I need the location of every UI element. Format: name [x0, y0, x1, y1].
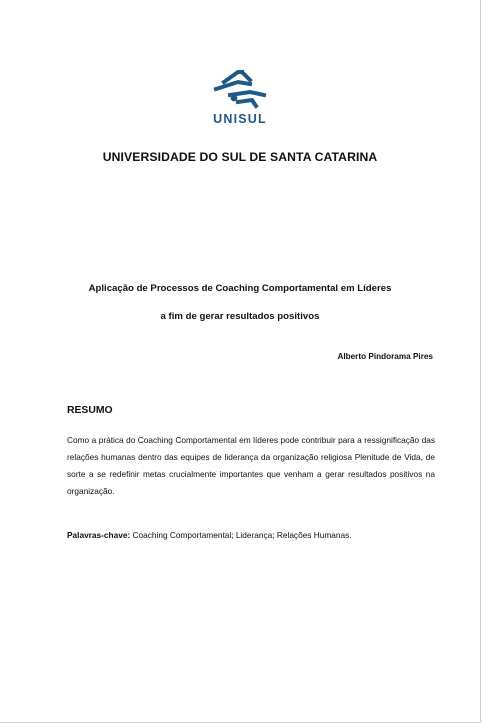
keywords-label: Palavras-chave:: [67, 530, 131, 540]
abstract-heading: RESUMO: [67, 405, 113, 416]
university-name: UNIVERSIDADE DO SUL DE SANTA CATARINA: [102, 150, 378, 164]
keywords-line: [67, 530, 352, 540]
paper-title: [40, 275, 440, 331]
abstract-body: Como a prática do Coaching Comportamental em líderes pode contribuir para a ressignificação das relações humanas dentro das equipes de liderança da organização religiosa Plenitude de Vida, de sorte a se redefinir metas crucialmente importantes que venham a gerar resultados positivos na organização.: [67, 435, 435, 496]
author-name: Alberto Pindorama Pires: [337, 352, 433, 361]
paper-title-line-2: a fim de gerar resultados positivos: [160, 311, 320, 322]
unisul-wordmark: UNISUL: [213, 112, 267, 126]
paper-title-line-1: Aplicação de Processos de Coaching Comportamental em Líderes: [88, 283, 392, 294]
unisul-logo-icon: [190, 62, 290, 110]
keywords-text: Coaching Comportamental; Liderança; Relações Humanas.: [132, 530, 352, 540]
unisul-logo: [190, 62, 290, 128]
